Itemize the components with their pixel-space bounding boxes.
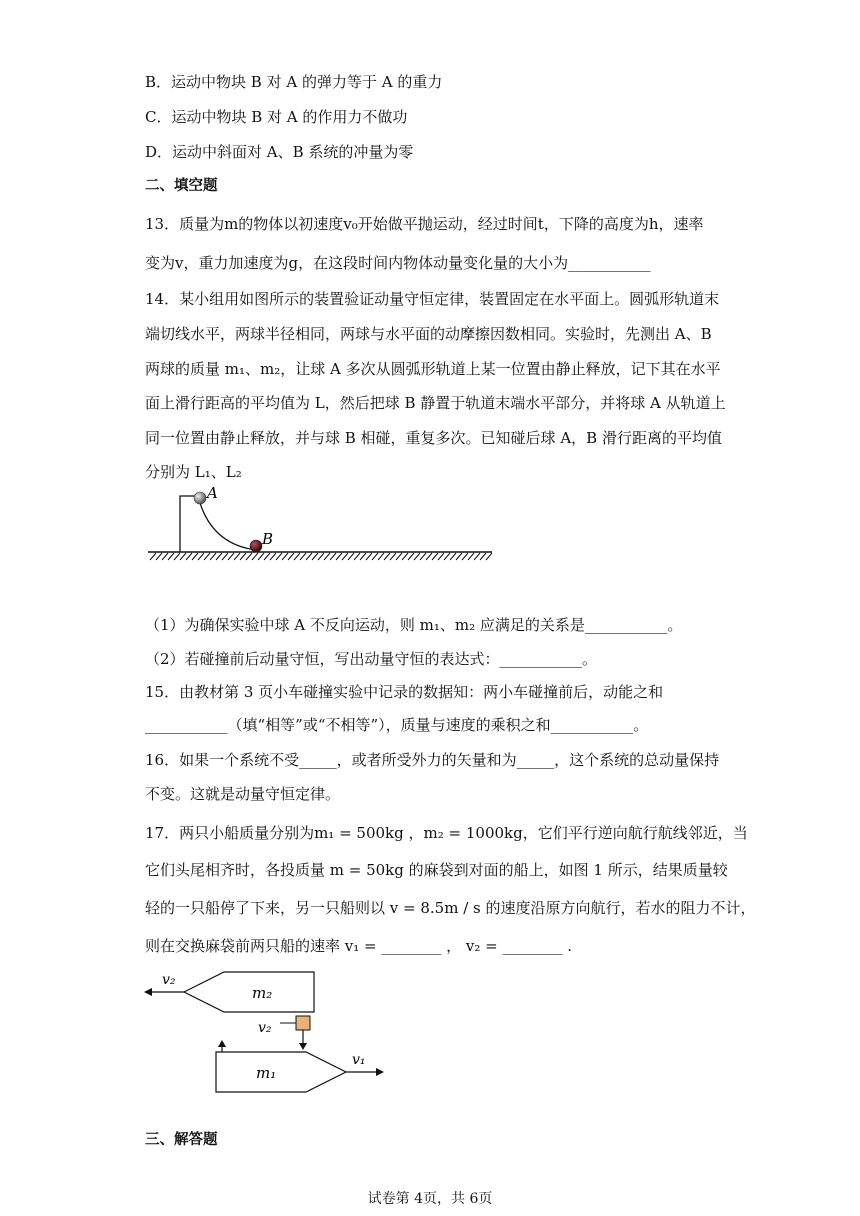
section-title-fill-blank: 二、填空题	[145, 178, 218, 194]
boat-m2	[184, 972, 314, 1012]
ball-b-label: B	[262, 530, 274, 548]
boat-m1	[216, 1052, 346, 1092]
boat-m2-label: m₂	[252, 984, 273, 1002]
v2-bag-label: v₂	[258, 1020, 272, 1036]
track-support	[180, 496, 198, 552]
v1-right-arrowhead	[376, 1068, 384, 1076]
sack-top-arrowhead	[299, 1043, 307, 1050]
q14-line4: 面上滑行距高的平均值为 L，然后把球 B 静置于轨道末端水平部分，并将球 A 从轨道上	[145, 394, 726, 412]
sack-bottom-arrowhead-up	[218, 1040, 226, 1047]
q14-line5: 同一位置由静止释放，并与球 B 相碰，重复多次。已知碰后球 A，B 滑行距离的平均值	[145, 429, 722, 447]
q14-line2: 端切线水平，两球半径相同，两球与水平面的动摩擦因数相同。实验时，先测出 A、B	[145, 325, 712, 343]
q14-sub2: （2）若碰撞前后动量守恒，写出动量守恒的表达式：___________。	[145, 650, 598, 668]
q16-line1: 16．如果一个系统不受_____，或者所受外力的矢量和为_____，这个系统的总动量保持	[145, 751, 720, 769]
q17-line1: 17．两只小船质量分别为m₁ = 500kg ，m₂ = 1000kg，它们平行逆向航行航线邻近，当	[145, 824, 748, 842]
sack-top	[296, 1016, 310, 1030]
v2-top-arrowhead	[144, 988, 152, 996]
q13-line2: 变为v，重力加速度为g，在这段时间内物体动量变化量的大小为___________	[145, 254, 651, 272]
ball-a	[194, 492, 206, 504]
q16-line2: 不变。这就是动量守恒定律。	[145, 785, 341, 803]
v1-right-label: v₁	[352, 1052, 366, 1068]
option-b: B．运动中物块 B 对 A 的弹力等于 A 的重力	[145, 73, 443, 91]
q13-line1: 13．质量为m的物体以初速度v₀开始做平抛运动，经过时间t，下降的高度为h，速率	[145, 215, 704, 233]
q15-line1: 15．由教材第 3 页小车碰撞实验中记录的数据知：两小车碰撞前后，动能之和	[145, 683, 664, 701]
q17-line2: 它们头尾相齐时，各投质量 m = 50kg 的麻袋到对面的船上，如图 1 所示，结果质量较	[145, 861, 728, 879]
q15-line2: ___________（填“相等”或“不相等”），质量与速度的乘积之和___________。	[145, 716, 649, 734]
q14-track-figure	[140, 486, 500, 566]
option-c: C．运动中物块 B 对 A 的作用力不做功	[145, 108, 408, 126]
page-footer: 试卷第 4页，共 6页	[367, 1191, 493, 1207]
q17-line3: 轻的一只船停了下来，另一只船则以 v = 8.5m / s 的速度沿原方向航行，若水的阻力不计，	[145, 899, 756, 917]
ball-a-label: A	[207, 486, 218, 502]
q17-line4: 则在交换麻袋前两只船的速率 v₁ = ________ ， v₂ = ________ .	[145, 937, 573, 955]
arc-track	[198, 496, 258, 552]
option-d: D．运动中斜面对 A、B 系统的冲量为零	[145, 143, 414, 161]
section-title-answer: 三、解答题	[145, 1132, 218, 1148]
ground-hatch	[150, 553, 492, 560]
v2-top-label: v₂	[162, 972, 176, 988]
q14-sub1: （1）为确保实验中球 A 不反向运动，则 m₁、m₂ 应满足的关系是___________。	[145, 616, 683, 634]
q14-line3: 两球的质量 m₁、m₂，让球 A 多次从圆弧形轨道上某一位置由静止释放，记下其在水平	[145, 360, 721, 378]
ball-b	[250, 540, 262, 552]
q17-boats-figure	[140, 966, 400, 1096]
q14-line6: 分别为 L₁、L₂	[145, 463, 242, 481]
q14-line1: 14．某小组用如图所示的装置验证动量守恒定律，装置固定在水平面上。圆弧形轨道末	[145, 290, 720, 308]
boat-m1-label: m₁	[256, 1064, 277, 1082]
